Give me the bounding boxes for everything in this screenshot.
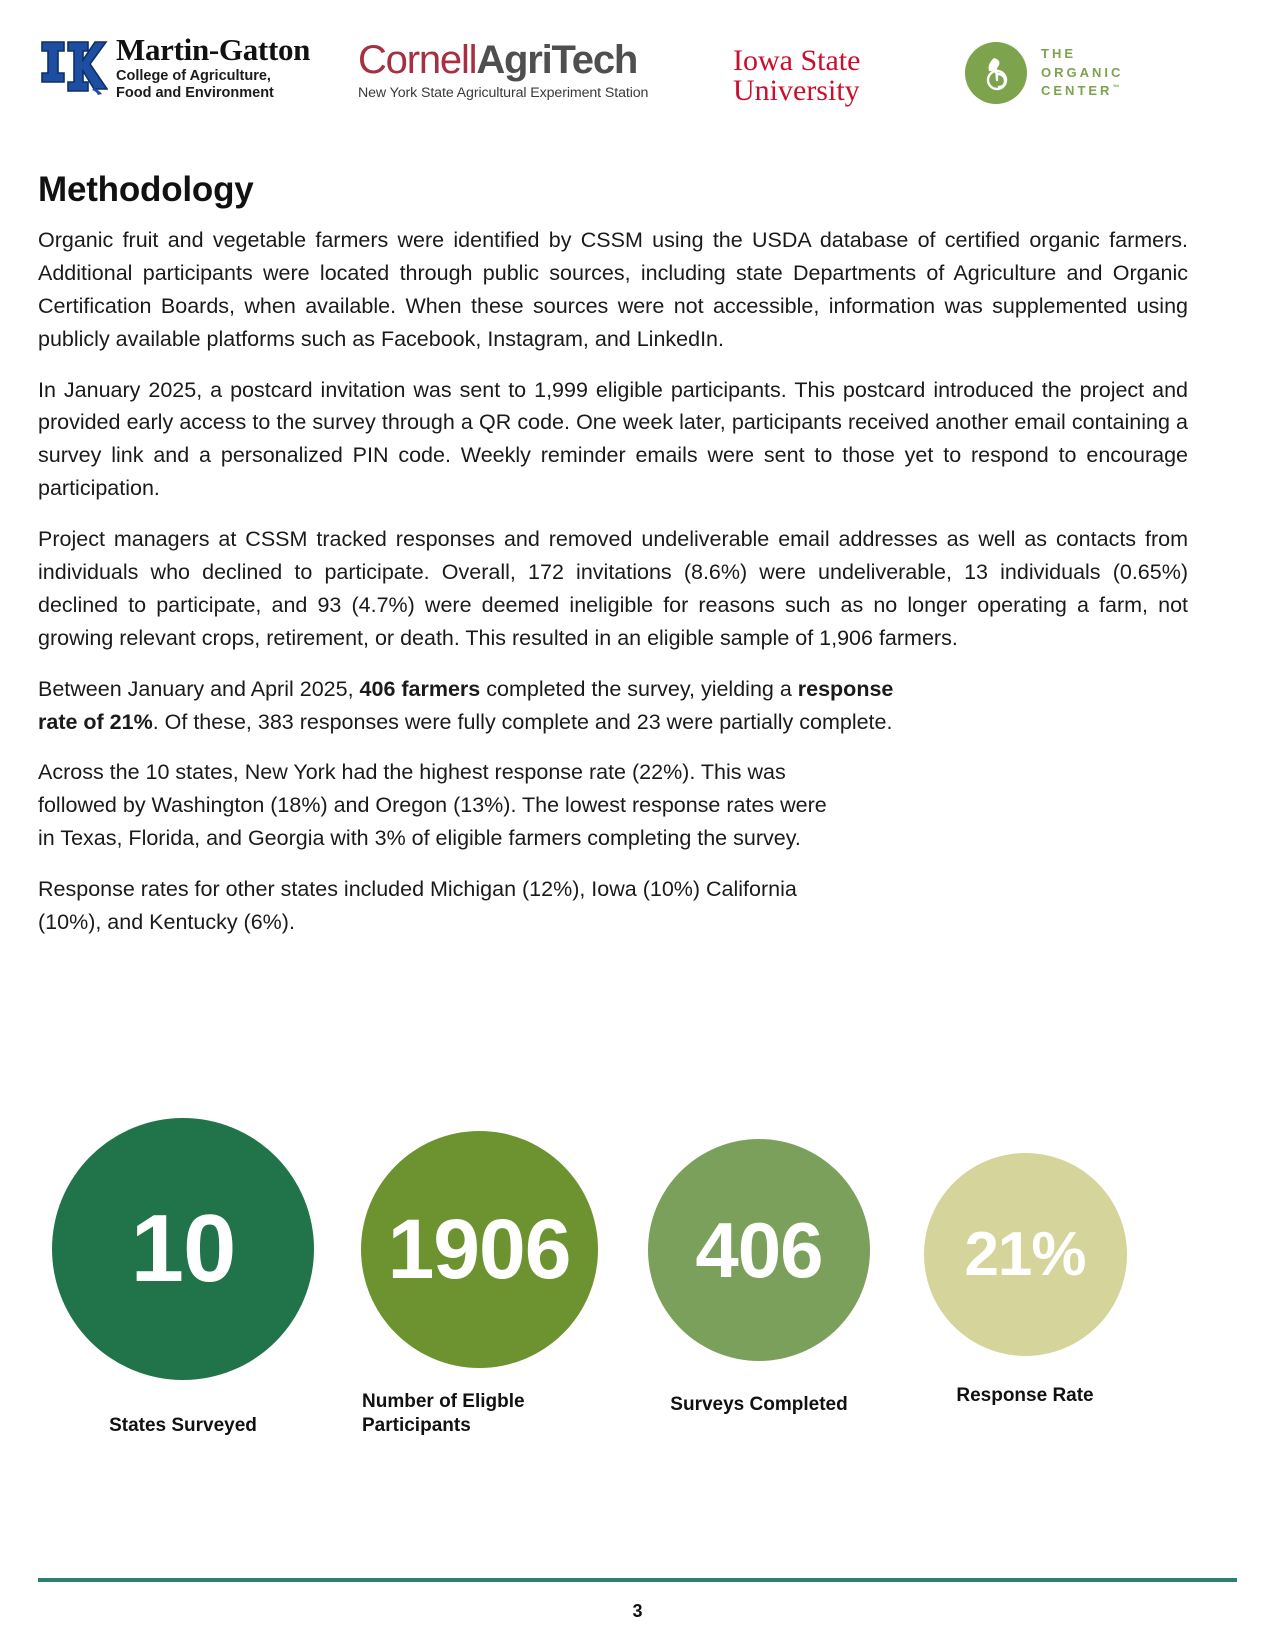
- agritech-logo-word: AgriTech: [476, 38, 638, 82]
- footer-divider: [38, 1578, 1237, 1582]
- page-title: Methodology: [38, 170, 254, 209]
- page-number: 3: [632, 1601, 643, 1621]
- organic-center-seed-leaf-icon: [965, 42, 1027, 104]
- statistics-row: [38, 1108, 1188, 1508]
- cornell-logo-subtitle: New York State Agricultural Experiment Station: [358, 85, 649, 101]
- stat-value-bubble: 21%: [924, 1153, 1127, 1356]
- stat-states-surveyed: [38, 1118, 328, 1438]
- isu-logo-line2: University: [733, 74, 860, 107]
- logo-iowa-state-university: [733, 46, 860, 106]
- p4-text-1: Between January and April 2025,: [38, 676, 360, 701]
- stat-surveys-completed: [630, 1139, 888, 1417]
- organic-center-line3: CENTER: [1041, 83, 1113, 99]
- stat-label-surveys-completed: Surveys Completed: [670, 1394, 848, 1415]
- p4-text-3: . Of these, 383 responses were fully complete and 23 were partially complete.: [152, 709, 893, 734]
- document-content: [38, 170, 1188, 957]
- stat-label-response-rate: Response Rate: [956, 1385, 1094, 1406]
- logo-the-organic-center: [965, 42, 1123, 104]
- stat-value-bubble: 1906: [361, 1131, 598, 1368]
- paragraph-state-response-rates: Across the 10 states, New York had the highest response rate (22%). This was followed by Washington (18%) and Oregon (13%). The lowest response rates were in Texas, Florida, and Georgia with 3% of eligible farmers completing the survey.: [38, 760, 827, 851]
- organic-center-trademark: ™: [1112, 85, 1120, 93]
- paragraph-other-state-rates: Response rates for other states included Michigan (12%), Iowa (10%) California (10%), and Kentucky (6%).: [38, 877, 797, 935]
- stat-value-bubble: 406: [648, 1139, 870, 1361]
- stat-label-line2: Participants: [362, 1414, 471, 1436]
- isu-logo-line1: Iowa State: [733, 44, 861, 77]
- stat-eligible-participants: [344, 1131, 614, 1438]
- logo-uk-martin-gatton: [38, 32, 310, 103]
- organic-center-line2: ORGANIC: [1041, 64, 1124, 80]
- uk-wildcat-monogram-icon: [38, 36, 108, 98]
- uk-logo-title: Martin-Gatton: [116, 32, 311, 67]
- stat-value-bubble: 10: [52, 1118, 314, 1380]
- paragraph-methodology-sources: Organic fruit and vegetable farmers were identified by CSSM using the USDA database of certified organic farmers. Additional participants were located through public sources, including state Departments of Agriculture and Organic Certification Boards, when available. When these sources were not accessible, information was supplemented using publicly available platforms such as Facebook, Instagram, and LinkedIn.: [38, 228, 1188, 351]
- header-logo-bar: [0, 18, 1275, 107]
- p4-bold-farmers: 406 farmers: [359, 676, 481, 701]
- p4-text-2: completed the survey, yielding a: [480, 676, 798, 701]
- stat-label-line1: Number of Eligble: [362, 1391, 525, 1412]
- p4-bold-response-rate: response rate of 21%: [38, 676, 894, 734]
- stat-label-eligible-participants: [344, 1390, 614, 1438]
- paragraph-postcard-invitation: In January 2025, a postcard invitation was sent to 1,999 eligible participants. This postcard introduced the project and provided early access to the survey through a QR code. One week later, participants received another email containing a survey link and a personalized PIN code. Weekly reminder emails were sent to those yet to respond to encourage participation.: [38, 377, 1188, 501]
- stat-response-rate: [900, 1153, 1150, 1408]
- uk-logo-subtitle-line1: College of Agriculture,: [116, 67, 271, 84]
- uk-logo-subtitle-line2: Food and Environment: [116, 85, 274, 102]
- paragraph-completion-summary: [38, 673, 938, 739]
- stat-label-states-surveyed: States Surveyed: [109, 1415, 257, 1436]
- cornell-logo-word: Cornell: [358, 38, 477, 82]
- logo-cornell-agritech: [358, 40, 648, 100]
- paragraph-response-tracking: Project managers at CSSM tracked responses and removed undeliverable email addresses as well as contacts from individuals who declined to participate. Overall, 172 invitations (8.6%) were undeliverable, 13 individuals (0.65%) declined to participate, and 93 (4.7%) were deemed ineligible for reasons such as no longer operating a farm, not growing relevant crops, retirement, or death. This resulted in an eligible sample of 1,906 farmers.: [38, 527, 1188, 650]
- organic-center-line1: THE: [1041, 45, 1076, 61]
